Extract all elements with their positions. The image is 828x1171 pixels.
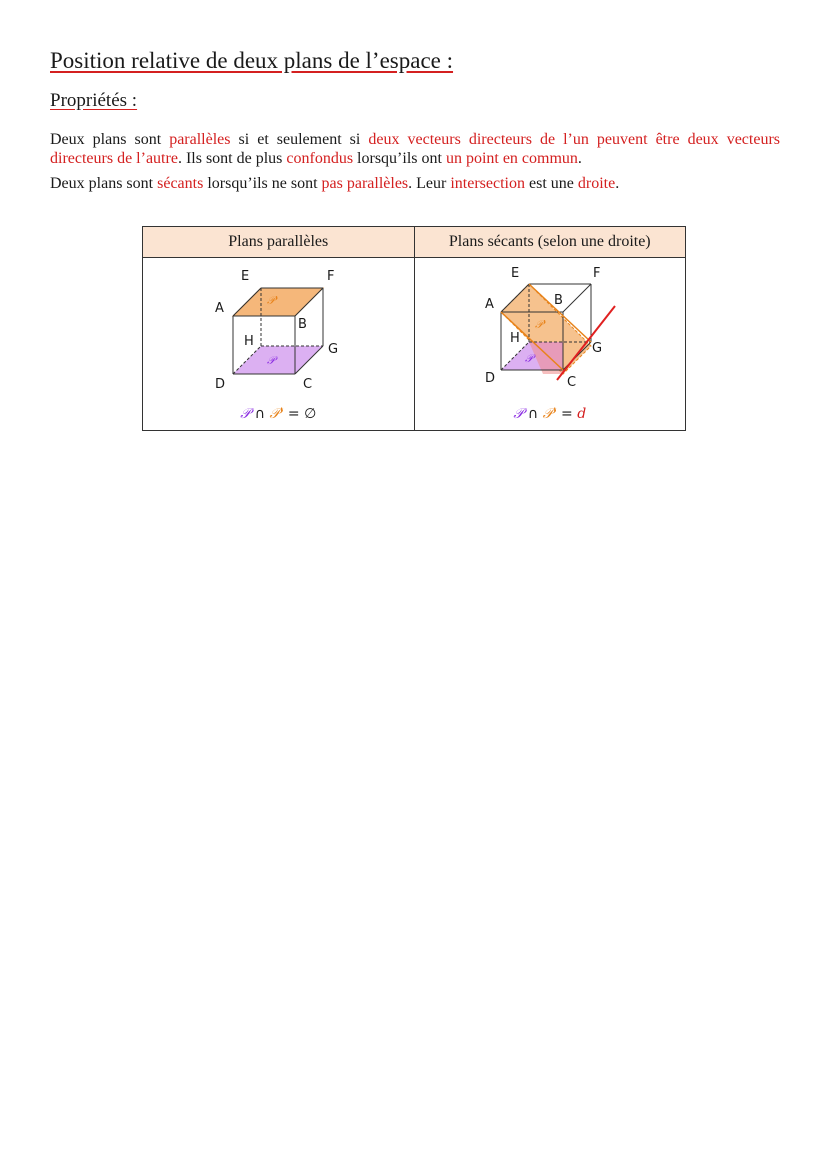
- text-run: Deux plans sont: [50, 131, 170, 148]
- highlight-parallel: parallèles: [169, 131, 231, 148]
- plane-p-label: 𝒫: [267, 354, 275, 367]
- formula-cap: ∩: [250, 406, 270, 422]
- vertex-a-label: A: [215, 301, 224, 316]
- text-run: .: [577, 150, 582, 167]
- formula-secant: [415, 406, 685, 422]
- paragraph-parallel: [50, 130, 780, 168]
- vertex-b-label: B: [553, 293, 563, 308]
- cube-secant-planes: [415, 258, 687, 430]
- cube-parallel-planes: [143, 258, 415, 430]
- vertex-a-label: A: [484, 297, 494, 312]
- formula-p-prime: 𝒫': [542, 406, 557, 422]
- formula-p-prime: 𝒫': [269, 406, 284, 422]
- comparison-table: [142, 226, 686, 431]
- highlight-confondus: confondus: [286, 150, 354, 167]
- highlight-vectors: deux vecteurs directeurs de l’un peuvent être deux vecteurs directeurs de l’autre: [50, 131, 780, 167]
- highlight-intersection: intersection: [450, 175, 525, 192]
- text-run: lorsqu’ils ne sont: [203, 175, 322, 192]
- header-parallel: Plans parallèles: [143, 227, 415, 258]
- vertex-d-label: D: [484, 371, 495, 386]
- vertex-f-label: F: [327, 269, 335, 284]
- formula-cap: ∩: [523, 406, 543, 422]
- highlight-droite: droite: [577, 175, 616, 192]
- text-run: est une: [525, 175, 578, 192]
- highlight-not-parallel: pas parallèles: [321, 175, 409, 192]
- vertex-g-label: G: [328, 342, 339, 357]
- formula-p: 𝒫: [240, 406, 251, 422]
- vertex-c-label: C: [303, 377, 313, 392]
- formula-result-empty: ∅: [304, 406, 317, 422]
- table-header-row: [143, 227, 686, 258]
- vertex-c-label: C: [566, 375, 576, 390]
- formula-parallel: [143, 406, 414, 422]
- text-run: . Leur: [408, 175, 451, 192]
- text-run: .: [615, 175, 620, 192]
- table-figure-row: [143, 258, 686, 431]
- vertex-f-label: F: [592, 266, 601, 281]
- vertex-e-label: E: [241, 269, 250, 284]
- formula-p: 𝒫: [513, 406, 524, 422]
- highlight-common-point: un point en commun: [445, 150, 578, 167]
- vertex-g-label: G: [591, 341, 602, 356]
- cell-parallel-figure: [143, 258, 415, 431]
- page-title: Position relative de deux plans de l’espace :: [50, 48, 454, 73]
- header-secant: Plans sécants (selon une droite): [414, 227, 685, 258]
- text-run: Deux plans sont: [50, 175, 158, 192]
- text-run: lorsqu’ils ont: [353, 150, 446, 167]
- plane-p-prime-label: 𝒫': [267, 294, 278, 307]
- highlight-secants: sécants: [157, 175, 204, 192]
- vertex-h-label: H: [509, 331, 520, 346]
- text-run: si et seulement si: [230, 131, 369, 148]
- document-page: [50, 48, 780, 422]
- formula-result-d: d: [577, 406, 587, 422]
- text-run: . Ils sont de plus: [177, 150, 287, 167]
- section-subtitle: Propriétés :: [50, 90, 138, 111]
- formula-equals: =: [556, 406, 578, 422]
- formula-equals: =: [283, 406, 305, 422]
- vertex-h-label: H: [244, 334, 254, 349]
- vertex-e-label: E: [510, 266, 519, 281]
- vertex-b-label: B: [298, 317, 307, 332]
- cell-secant-figure: [414, 258, 685, 431]
- plane-p-prime-label: 𝒫': [534, 318, 546, 331]
- vertex-d-label: D: [215, 377, 226, 392]
- plane-p-label: 𝒫: [524, 352, 533, 365]
- paragraph-secant: [50, 174, 780, 193]
